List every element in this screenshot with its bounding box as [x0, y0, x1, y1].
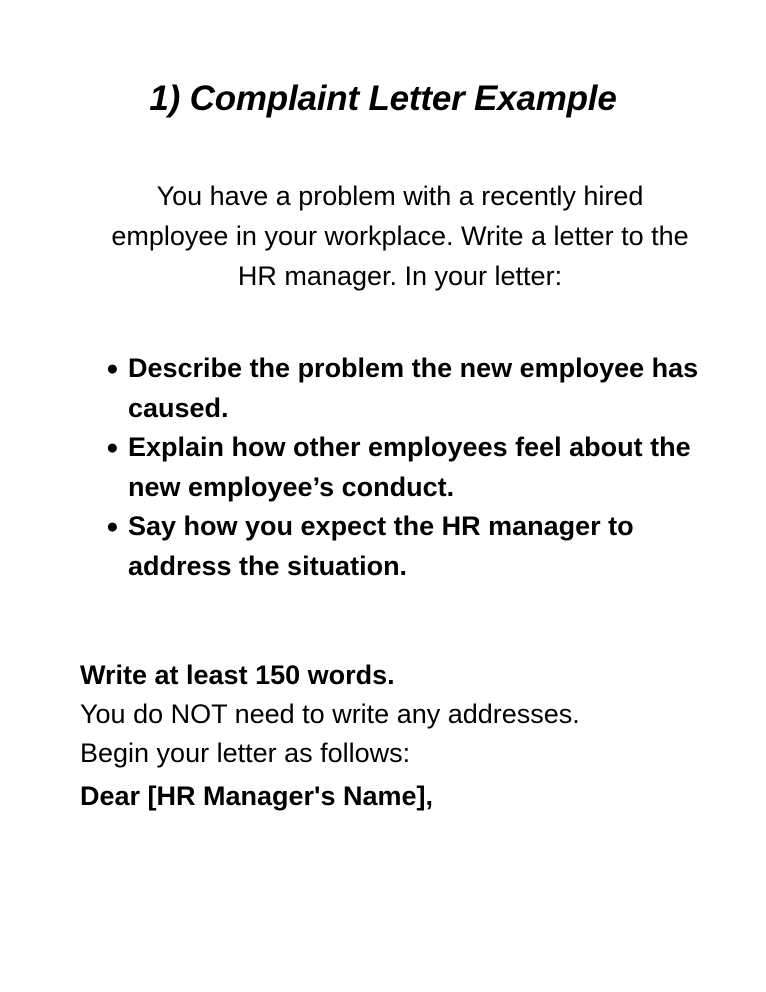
requirements-block — [80, 656, 720, 816]
bullet-text: Explain how other employees feel about the new employee’s conduct. — [128, 432, 691, 502]
word-requirement: Write at least 150 words. — [80, 660, 395, 690]
bullet-text: Say how you expect the HR manager to address the situation. — [128, 511, 634, 581]
task-bullet-item — [104, 428, 724, 507]
letter-greeting: Dear [HR Manager's Name], — [80, 781, 434, 811]
document-title: 1) Complaint Letter Example — [149, 79, 617, 118]
bullet-icon: ● — [106, 357, 119, 380]
bullet-text: Describe the problem the new employee has caused. — [128, 353, 699, 423]
task-bullet-item — [104, 507, 724, 586]
task-bullet-item — [104, 349, 724, 428]
bullet-icon: ● — [106, 436, 119, 459]
bullet-icon: ● — [106, 515, 119, 538]
address-note: You do NOT need to write any addresses. — [80, 699, 580, 729]
task-bullet-list — [104, 349, 724, 586]
begin-note: Begin your letter as follows: — [80, 738, 411, 768]
task-intro: You have a problem with a recently hired employee in your workplace. Write a letter to the HR manager. In your letter: — [111, 181, 689, 291]
